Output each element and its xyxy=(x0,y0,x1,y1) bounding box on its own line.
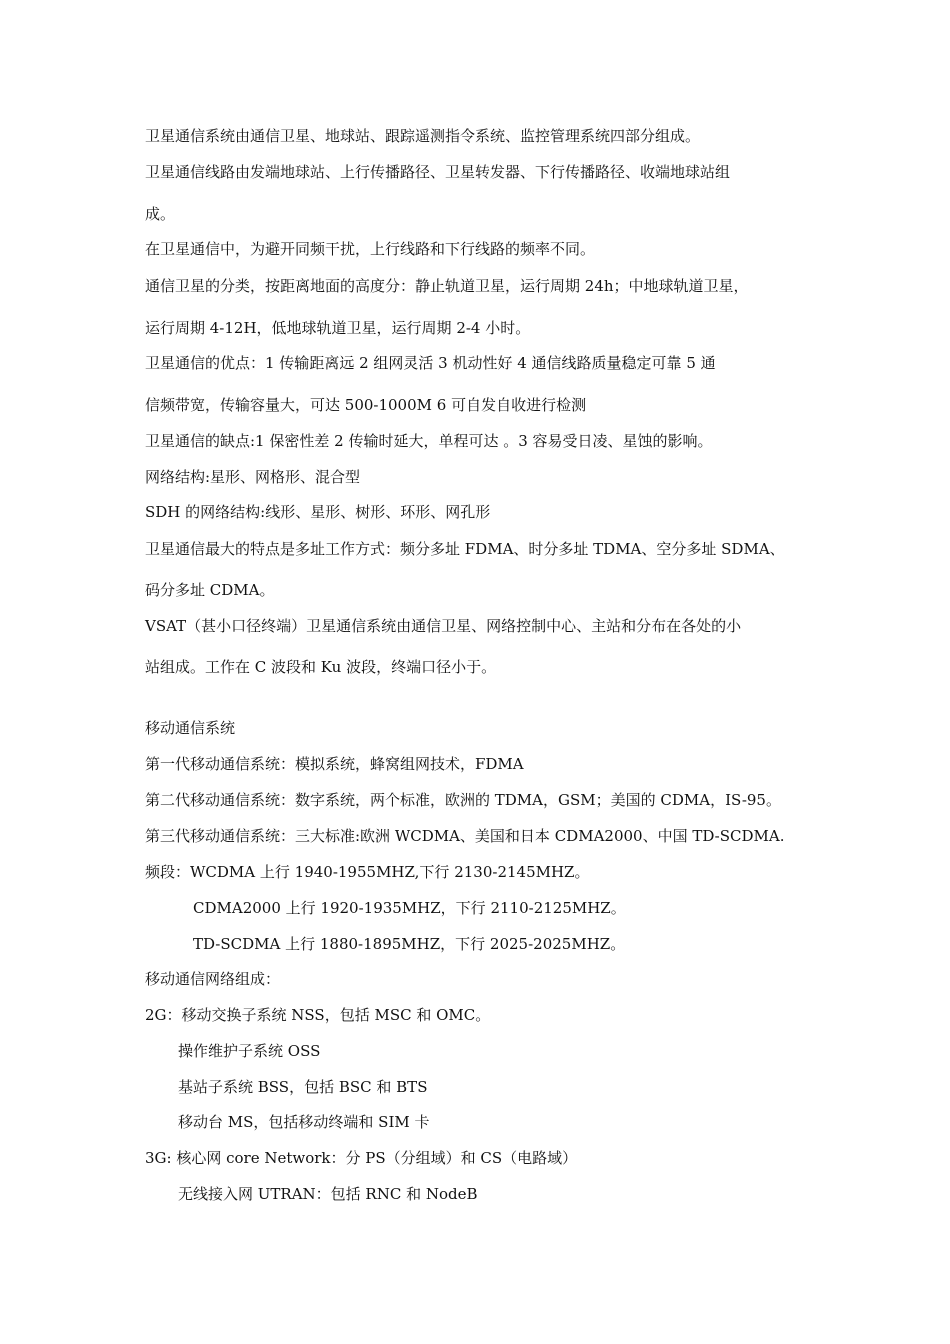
paragraph-link-composition-line2: 成。 xyxy=(145,205,176,223)
paragraph-vsat-line2: 站组成。工作在 C 波段和 Ku 波段，终端口径小于。 xyxy=(145,658,497,676)
list-item-3g-core: 3G: 核心网 core Network：分 PS（分组域）和 CS（电路域） xyxy=(145,1149,578,1167)
paragraph-network-structure: 网络结构:星形、网格形、混合型 xyxy=(145,468,361,486)
paragraph-3g: 第三代移动通信系统：三大标准:欧洲 WCDMA、美国和日本 CDMA2000、中国 TD-SCDMA. xyxy=(145,827,785,845)
paragraph-multiple-access-line2: 码分多址 CDMA。 xyxy=(145,581,275,599)
list-item-2g-bss: 基站子系统 BSS，包括 BSC 和 BTS xyxy=(178,1078,428,1096)
paragraph-link-composition-line1: 卫星通信线路由发端地球站、上行传播路径、卫星转发器、下行传播路径、收端地球站组 xyxy=(145,163,731,181)
paragraph-satellite-classification-line2: 运行周期 4-12H，低地球轨道卫星，运行周期 2-4 小时。 xyxy=(145,319,531,337)
section-heading-mobile: 移动通信系统 xyxy=(145,719,236,737)
band-td-scdma: TD-SCDMA 上行 1880-1895MHZ，下行 2025-2025MHZ。 xyxy=(193,935,626,953)
paragraph-vsat-line1: VSAT（甚小口径终端）卫星通信系统由通信卫星、网络控制中心、主站和分布在各处的小 xyxy=(145,617,742,635)
list-item-2g-ms: 移动台 MS，包括移动终端和 SIM 卡 xyxy=(178,1113,430,1131)
paragraph-system-composition: 卫星通信系统由通信卫星、地球站、跟踪遥测指令系统、监控管理系统四部分组成。 xyxy=(145,127,701,145)
list-item-2g-oss: 操作维护子系统 OSS xyxy=(178,1042,321,1060)
network-composition-heading: 移动通信网络组成： xyxy=(145,970,281,988)
paragraph-advantages-line1: 卫星通信的优点：1 传输距离远 2 组网灵活 3 机动性好 4 通信线路质量稳定可靠 5 通 xyxy=(145,354,716,372)
paragraph-frequency-separation: 在卫星通信中，为避开同频干扰，上行线路和下行线路的频率不同。 xyxy=(145,240,596,258)
paragraph-satellite-classification-line1: 通信卫星的分类，按距离地面的高度分：静止轨道卫星，运行周期 24h；中地球轨道卫星， xyxy=(145,277,749,295)
paragraph-disadvantages: 卫星通信的缺点:1 保密性差 2 传输时延大，单程可达 。3 容易受日凌、星蚀的影响。 xyxy=(145,432,713,450)
paragraph-advantages-line2: 信频带宽，传输容量大，可达 500-1000M 6 可自发自收进行检测 xyxy=(145,396,587,414)
paragraph-2g: 第二代移动通信系统：数字系统，两个标准，欧洲的 TDMA，GSM；美国的 CDMA，IS-95。 xyxy=(145,791,781,809)
paragraph-multiple-access-line1: 卫星通信最大的特点是多址工作方式：频分多址 FDMA、时分多址 TDMA、空分多址 SDMA、 xyxy=(145,540,785,558)
list-item-2g-nss: 2G：移动交换子系统 NSS，包括 MSC 和 OMC。 xyxy=(145,1006,491,1024)
paragraph-sdh-structure: SDH 的网络结构:线形、星形、树形、环形、网孔形 xyxy=(145,503,491,521)
paragraph-1g: 第一代移动通信系统：模拟系统，蜂窝组网技术，FDMA xyxy=(145,755,524,773)
band-wcdma: 频段：WCDMA 上行 1940-1955MHZ,下行 2130-2145MHZ。 xyxy=(145,863,590,881)
list-item-3g-utran: 无线接入网 UTRAN：包括 RNC 和 NodeB xyxy=(178,1185,478,1203)
band-cdma2000: CDMA2000 上行 1920-1935MHZ，下行 2110-2125MHZ。 xyxy=(193,899,626,917)
